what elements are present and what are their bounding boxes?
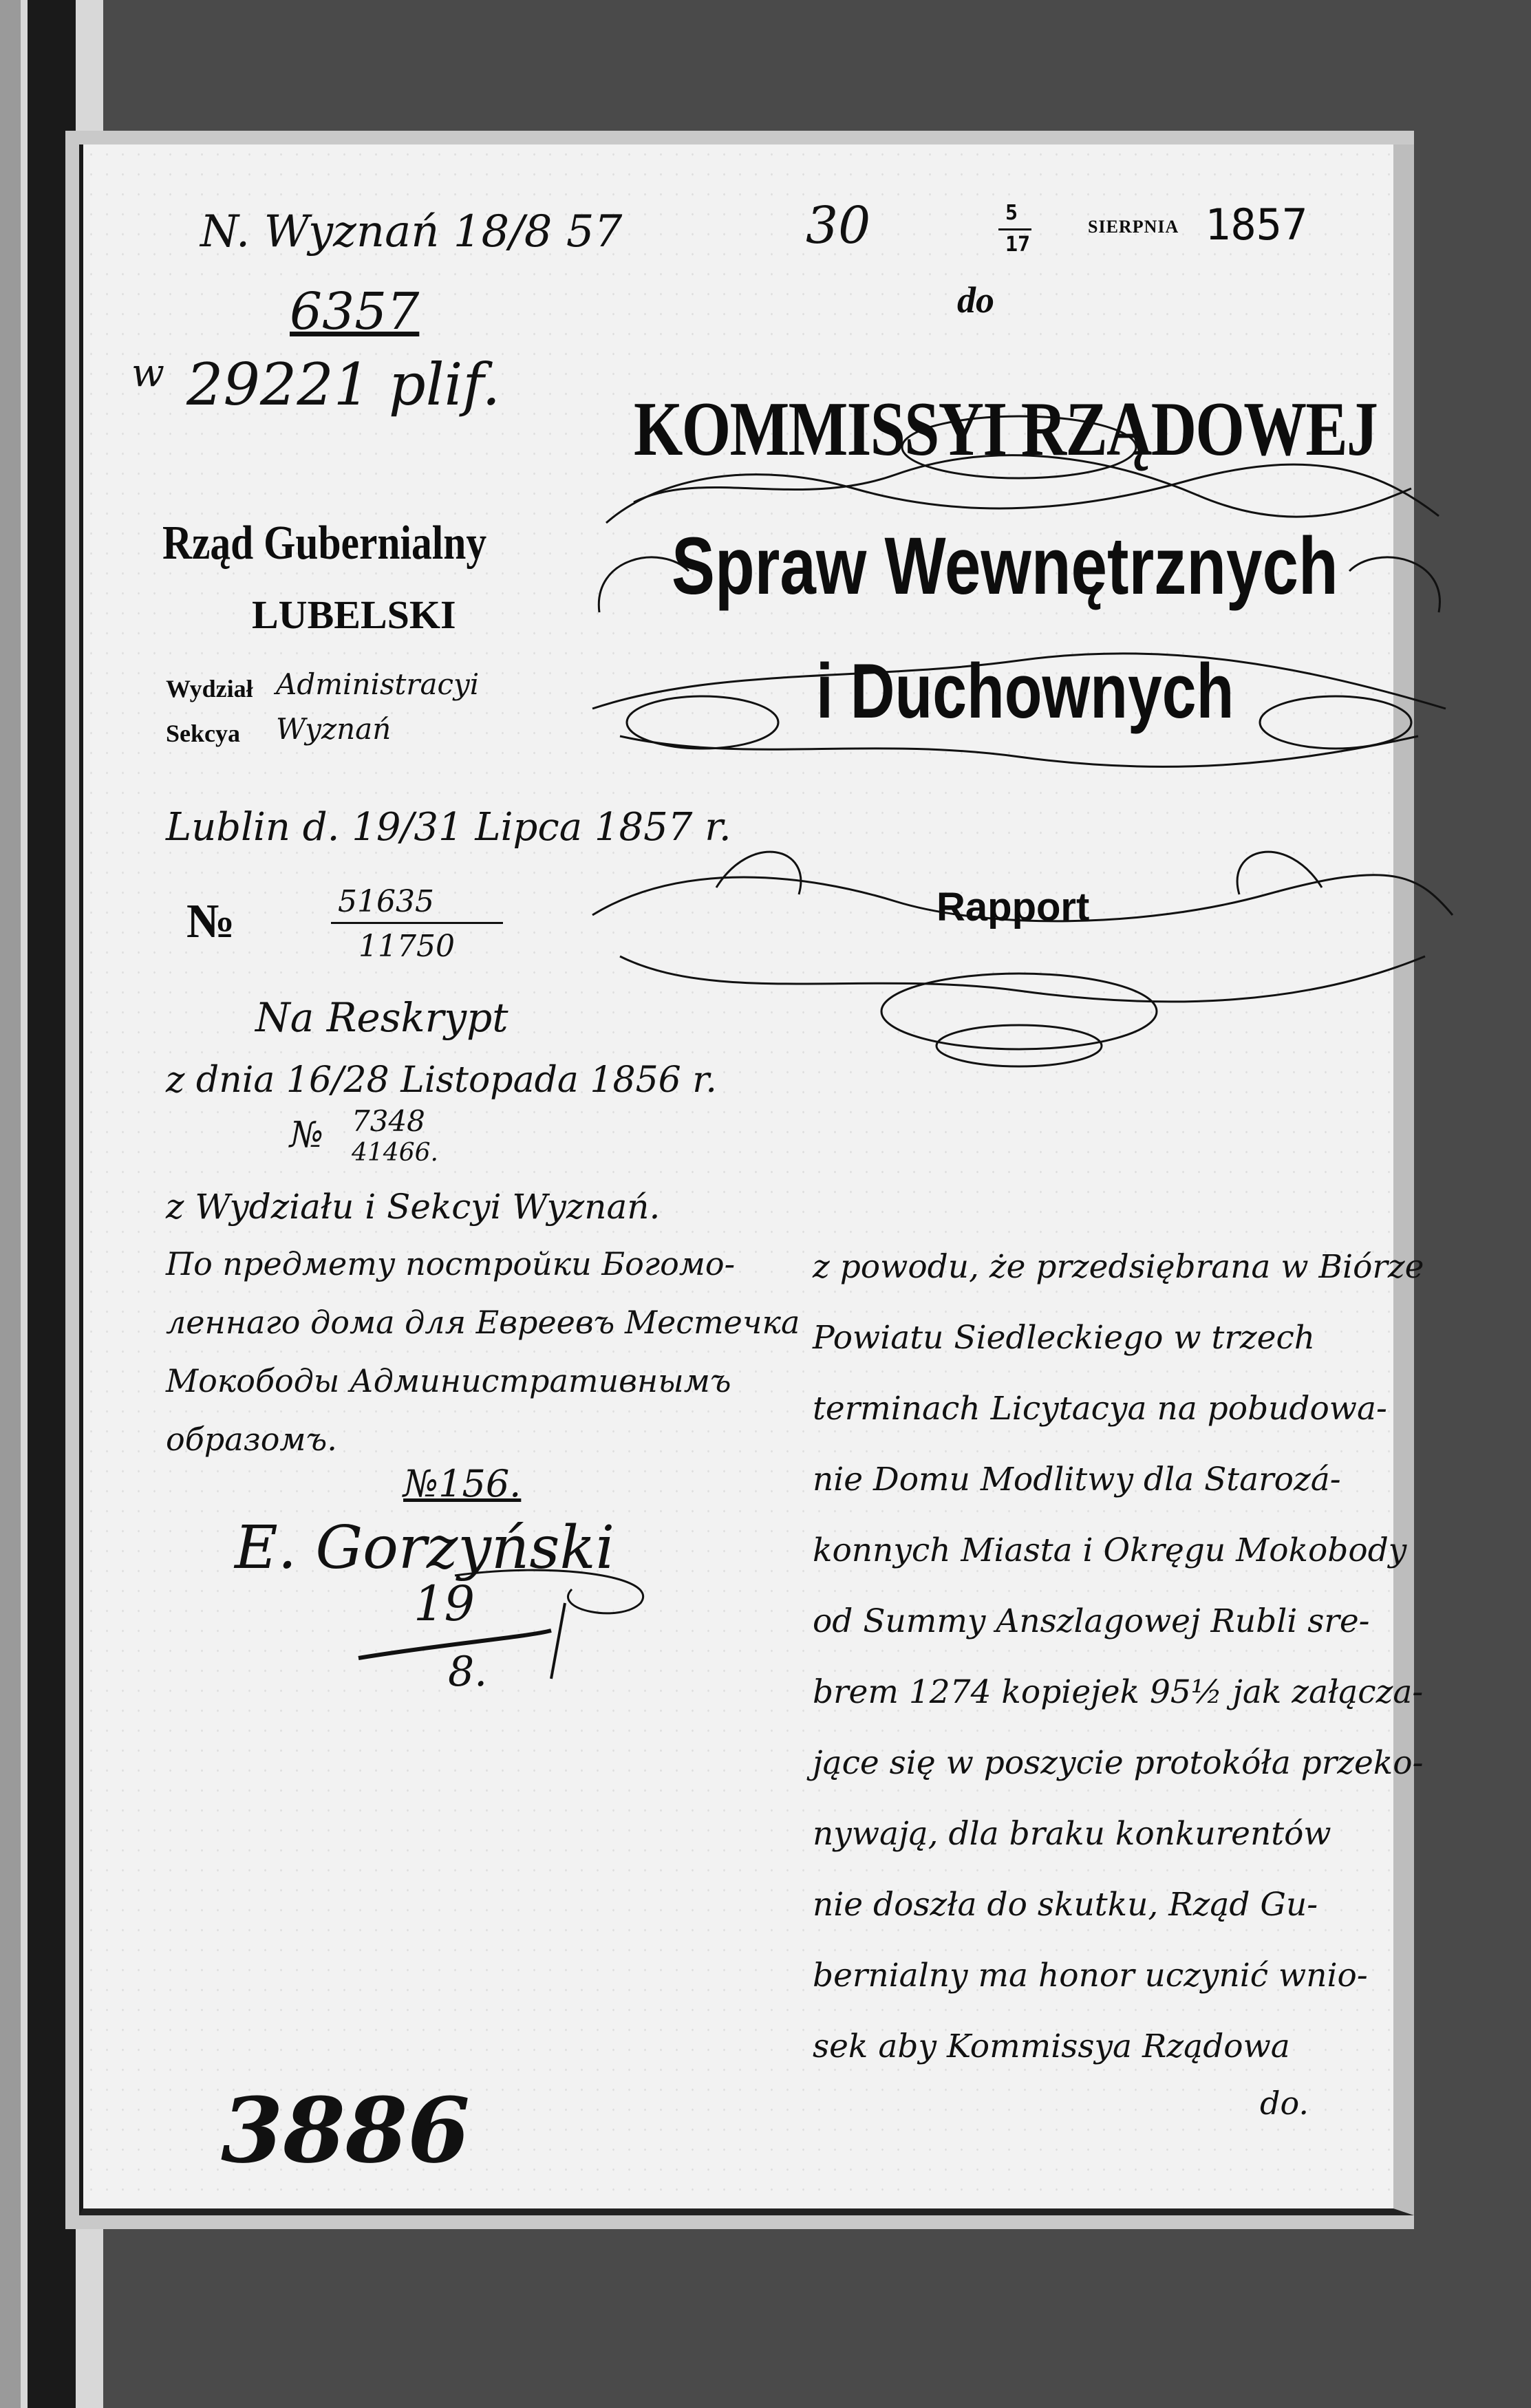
rescript-no-top: 7348: [352, 1104, 425, 1138]
flourish-mid-2: [620, 736, 1418, 766]
heading-rapport: Rapport: [936, 885, 1090, 929]
signature-date-bottom: 8.: [448, 1648, 488, 1696]
flourish-right-curl: [1349, 557, 1439, 612]
body-line: nie doszła do skutku, Rząd Gu-: [813, 1886, 1318, 1924]
sekcya-value: Wyznań: [276, 712, 392, 746]
reference-bottom: 11750: [358, 929, 455, 964]
receipt-stamp-year: 1857: [1205, 200, 1308, 250]
corner-note-prefix: w: [131, 351, 164, 396]
body-line: od Summy Anszlagowej Rubli sre-: [813, 1602, 1370, 1640]
wydzial-label: Wydział: [166, 675, 253, 702]
flourish-curl-lower-right: [1237, 852, 1322, 894]
body-line: sek aby Kommissya Rządowa: [813, 2028, 1290, 2065]
body-line: bernialny ma honor uczynić wnio-: [813, 1957, 1368, 1995]
document-page: [79, 144, 1424, 2215]
rescript-russian-1: По предмету постройки Богомо-: [166, 1245, 736, 1282]
receipt-stamp-month: SIERPNIA: [1088, 217, 1179, 237]
stamp-fraction-bar: [998, 228, 1031, 230]
reference-no-label: №: [186, 895, 235, 948]
corner-note-line3: 29221 plif.: [186, 351, 501, 418]
reference-fraction-bar: [331, 922, 503, 924]
signature-flourish: [345, 1562, 661, 1686]
wydzial-value: Administracyi: [276, 667, 480, 701]
rescript-russian-2: леннаго дома для Евреевъ Местечка: [166, 1304, 800, 1341]
signature-loop: [455, 1570, 643, 1613]
reference-top: 51635: [338, 884, 434, 919]
flourish-curl-lower-left: [716, 852, 801, 894]
body-line: nie Domu Modlitwy dla Starozá-: [813, 1461, 1341, 1498]
archival-number: 3886: [221, 2078, 470, 2183]
receipt-stamp-day-top: 5: [1005, 201, 1018, 225]
rescript-line2: z dnia 16/28 Listopada 1856 r.: [166, 1060, 717, 1101]
rescript-russian-3: Мокободы Административнымъ: [166, 1362, 731, 1399]
report-body: [813, 1232, 1459, 2082]
body-line: nywają, dla braku konkurentów: [813, 1815, 1331, 1853]
body-line: konnych Miasta i Okręgu Mokobody: [813, 1531, 1407, 1569]
heading-line1: KOMMISSYI RZĄDOWEJ: [634, 387, 1378, 472]
signature-number: №156.: [403, 1462, 522, 1505]
body-line: terminach Licytacya na pobudowa-: [813, 1390, 1387, 1428]
sekcya-label: Sekcya: [166, 720, 240, 747]
receipt-stamp-day-bottom: 17: [1005, 233, 1031, 257]
receipt-stamp-number: 30: [806, 196, 871, 255]
body-line: Powiatu Siedleckiego w trzech: [813, 1319, 1316, 1357]
rescript-line1: Na Reskrypt: [255, 994, 508, 1041]
sender-name: Rząd Gubernialny: [162, 517, 487, 570]
sender-region: LUBELSKI: [252, 592, 456, 637]
date-line: Lublin d. 19/31 Lipca 1857 r.: [166, 805, 731, 850]
rescript-line4: z Wydziału i Sekcyi Wyznań.: [166, 1187, 661, 1227]
rescript-no-label: №: [290, 1115, 324, 1156]
rescript-no-bottom: 41466.: [352, 1139, 438, 1167]
heading-line2: Spraw Wewnętrznych: [672, 521, 1338, 612]
heading-do: do: [957, 279, 994, 321]
flourish-loop-right: [1260, 696, 1411, 749]
flourish-ring-bottom: [881, 974, 1157, 1049]
flourish-loop-left: [627, 696, 778, 749]
flourish-lower-2: [620, 956, 1425, 1002]
catchword: do.: [1260, 2085, 1309, 2122]
rescript-russian-4: образомъ.: [166, 1421, 337, 1458]
corner-note-line2: 6357: [290, 282, 420, 341]
body-line: jące się w poszycie protokóła przeko-: [813, 1744, 1424, 1782]
body-line: z powodu, że przedsiębrana w Biórze: [813, 1248, 1424, 1286]
corner-note-line1: N. Wyznań 18/8 57: [200, 206, 623, 257]
signature-date-top: 19: [414, 1576, 475, 1632]
signature-slash: [551, 1603, 565, 1679]
body-line: brem 1274 kopiejek 95½ jak załącza-: [813, 1673, 1424, 1711]
heading-line3: i Duchownych: [816, 648, 1234, 734]
adjacent-page-edge: [0, 0, 21, 2408]
signature-name: E. Gorzyński: [235, 1514, 615, 1582]
